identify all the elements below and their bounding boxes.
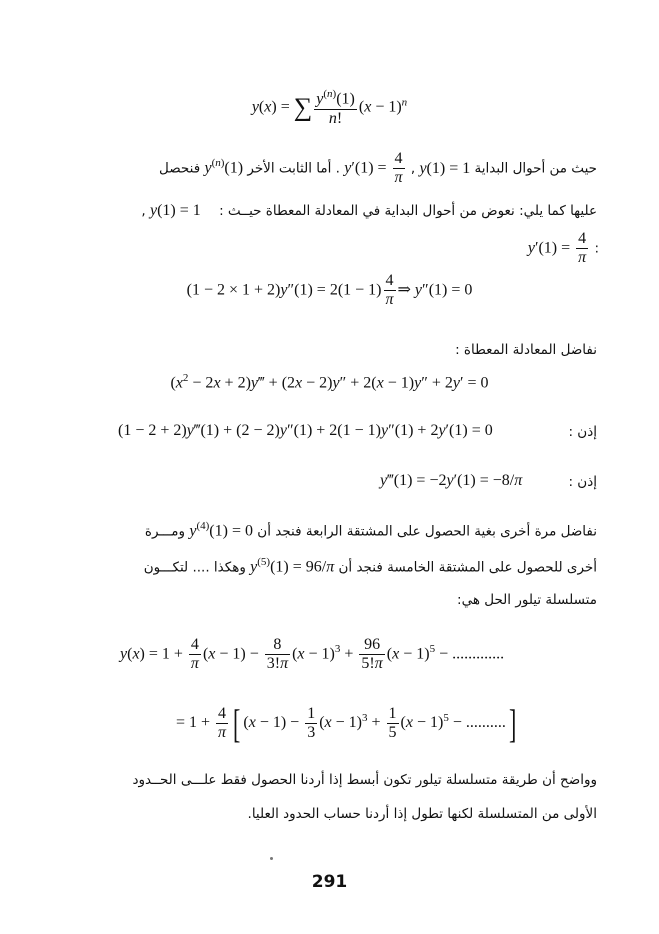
paragraph-line-initial-conditions: حيث من أحوال البداية y(1) = 1 , y′(1) = $\frac{4}{\pi}$ . أما الثابت الأخر $y^{(n)}(1)$ فنحصل bbox=[158, 150, 597, 187]
paragraph-line-substitute: عليها كما يلي: نعوض من أحوال البداية في المعادلة المعطاة حيــث : y(1) = 1 , bbox=[141, 202, 597, 219]
paragraph-series-intro: متسلسلة تيلور الحل هي: bbox=[457, 592, 597, 608]
scan-speck bbox=[270, 857, 273, 860]
page-number: 291 bbox=[311, 872, 348, 892]
paragraph-fourth-derivative: نفاضل مرة أخرى بغية الحصول على المشتقة الرابعة فنجد أن $y^{(4)}(1) = 0$ ومـــرة bbox=[144, 520, 597, 540]
then-label-2: إذن : bbox=[568, 474, 597, 490]
equation-differentiated-ode: ($x^2 - 2x$ + 2)y‴ + (2x − 2)y″ + 2(x − 1)y″ + 2y′ = 0 bbox=[170, 372, 489, 392]
paragraph-fifth-derivative: أخرى للحصول على المشتقة الخامسة فنجد أن $y^{(5)}(1) = 96/\pi$ وهكذا .... لتكـــون bbox=[143, 556, 597, 576]
then-label-1: إذن : bbox=[568, 424, 597, 440]
equation-series-factored: = 1 + $\frac{4}{\pi}$ [ (x − 1) − $\frac{1}{3}$ $(x - 1)^3$ + $\frac{1}{5}$ $(x - 1)^5$ − ..........] bbox=[176, 701, 517, 746]
equation-substituted: (1 − 2 + 2)y‴(1) + (2 − 2)y″(1) + 2(1 − 1)y″(1) + 2y′(1) = 0 bbox=[118, 422, 493, 439]
line-yprime-value: : y′(1) = $\frac{4}{\pi}$ bbox=[527, 230, 599, 267]
equation-taylor-series: y(x) = ∑ $\frac{y^{(n)}(1)}{n!}$ $(x - 1)^n$ bbox=[251, 88, 408, 127]
paragraph-conclusion-line-1: وواضح أن طريقة متسلسلة تيلور تكون أبسط إذا أردنا الحصول فقط علـــى الحــدود bbox=[132, 772, 597, 788]
equation-series-solution: y(x) = 1 + $\frac{4}{\pi}$ (x − 1) − $\frac{8}{3!\pi}$ $(x - 1)^3$ + $\frac{96}{5!\pi}$ $(x - 1)^5$ − ............. bbox=[120, 636, 505, 673]
equation-third-derivative: y‴(1) = −2y′(1) = −8/π bbox=[380, 472, 523, 489]
paragraph-differentiate: نفاضل المعادلة المعطاة : bbox=[455, 342, 597, 358]
equation-second-derivative: (1 − 2 × 1 + 2)y″(1) = 2(1 − 1) $\frac{4}{\pi}$ ⇒ y″(1) = 0 bbox=[186, 272, 473, 309]
paragraph-conclusion-line-2: الأولى من المتسلسلة لكنها تطول إذا أردنا حساب الحدود العليا. bbox=[247, 806, 597, 822]
